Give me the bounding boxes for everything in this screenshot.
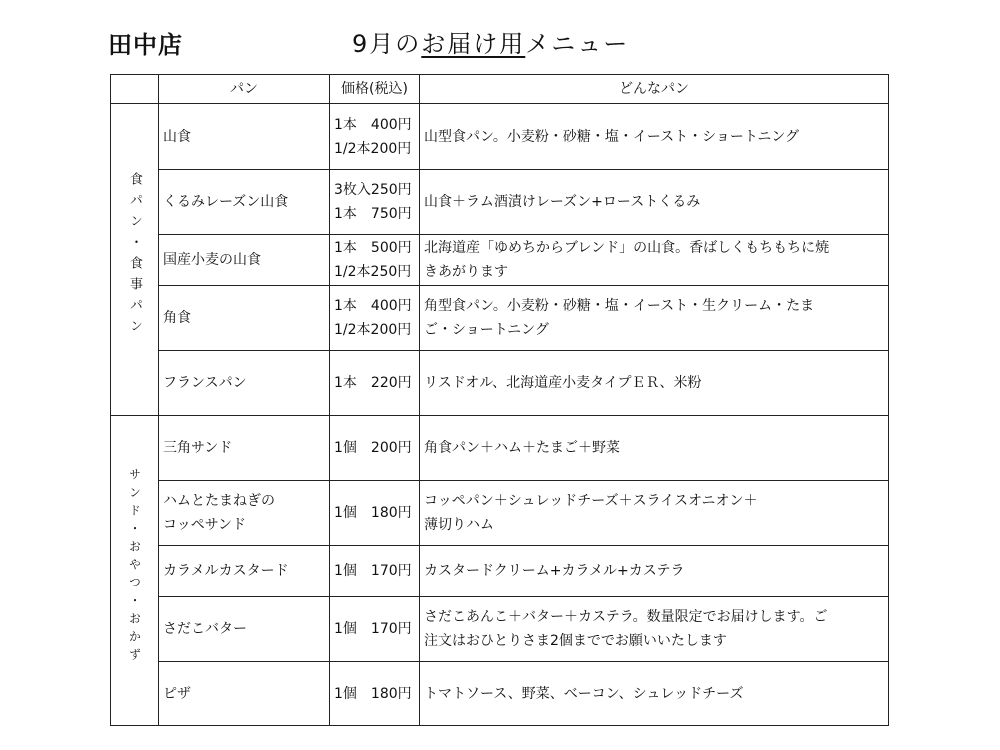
category-label: サンド・おやつ・おかず: [127, 467, 142, 666]
item-name: フランスパン: [159, 351, 330, 416]
header-bread: パン: [159, 75, 330, 104]
item-description: 山型食パン。小麦粉・砂糖・塩・イースト・ショートニング: [420, 104, 889, 170]
title-suffix: メニュー: [525, 30, 630, 58]
item-name: さだこバター: [159, 597, 330, 662]
item-price: 1個 170円: [330, 546, 420, 597]
item-price: 1個 180円: [330, 481, 420, 546]
item-description: さだこあんこ＋バター＋カステラ。数量限定でお届けします。ご 注文はおひとりさま2個まででお願いいたします: [420, 597, 889, 662]
category-cell-sandwich: [111, 416, 159, 726]
header-corner: [111, 75, 159, 104]
table-row: [111, 286, 889, 351]
table-row: [111, 546, 889, 597]
table-row: [111, 351, 889, 416]
header-price: 価格(税込): [330, 75, 420, 104]
table-row: [111, 170, 889, 235]
item-description: 角食パン＋ハム＋たまご＋野菜: [420, 416, 889, 481]
item-description: コッペパン＋シュレッドチーズ＋スライスオニオン＋ 薄切りハム: [420, 481, 889, 546]
table-row: [111, 235, 889, 286]
category-label: 食パン・食事パン: [127, 171, 142, 340]
item-name: くるみレーズン山食: [159, 170, 330, 235]
item-name: 山食: [159, 104, 330, 170]
menu-table: [110, 74, 889, 726]
item-price: 1本 400円 1/2本200円: [330, 104, 420, 170]
item-price: 1個 170円: [330, 597, 420, 662]
category-cell-bread: [111, 104, 159, 416]
item-price: 3枚入250円 1本 750円: [330, 170, 420, 235]
header-description: どんなパン: [420, 75, 889, 104]
item-name: ハムとたまねぎの コッペサンド: [159, 481, 330, 546]
item-description: 角型食パン。小麦粉・砂糖・塩・イースト・生クリーム・たま ご・ショートニング: [420, 286, 889, 351]
document-title: [352, 28, 629, 60]
item-price: 1本 400円 1/2本200円: [330, 286, 420, 351]
title-underlined: お届け用: [421, 30, 526, 58]
table-row: [111, 104, 889, 170]
item-name: ピザ: [159, 662, 330, 726]
item-price: 1本 500円 1/2本250円: [330, 235, 420, 286]
item-price: 1個 200円: [330, 416, 420, 481]
item-description: リスドオル、北海道産小麦タイプＥＲ、米粉: [420, 351, 889, 416]
item-description: トマトソース、野菜、ベーコン、シュレッドチーズ: [420, 662, 889, 726]
item-name: 三角サンド: [159, 416, 330, 481]
shop-name: 田中店: [108, 31, 183, 59]
item-description: 山食＋ラム酒漬けレーズン+ローストくるみ: [420, 170, 889, 235]
table-row: [111, 481, 889, 546]
header-row: [111, 75, 889, 104]
item-description: カスタードクリーム+カラメル+カステラ: [420, 546, 889, 597]
item-name: 国産小麦の山食: [159, 235, 330, 286]
item-description: 北海道産「ゆめちからブレンド」の山食。香ばしくもちもちに焼 きあがります: [420, 235, 889, 286]
item-price: 1本 220円: [330, 351, 420, 416]
table-row: [111, 662, 889, 726]
title-prefix: 9月の: [352, 30, 422, 58]
item-name: 角食: [159, 286, 330, 351]
item-price: 1個 180円: [330, 662, 420, 726]
table-row: [111, 597, 889, 662]
table-row: [111, 416, 889, 481]
item-name: カラメルカスタード: [159, 546, 330, 597]
